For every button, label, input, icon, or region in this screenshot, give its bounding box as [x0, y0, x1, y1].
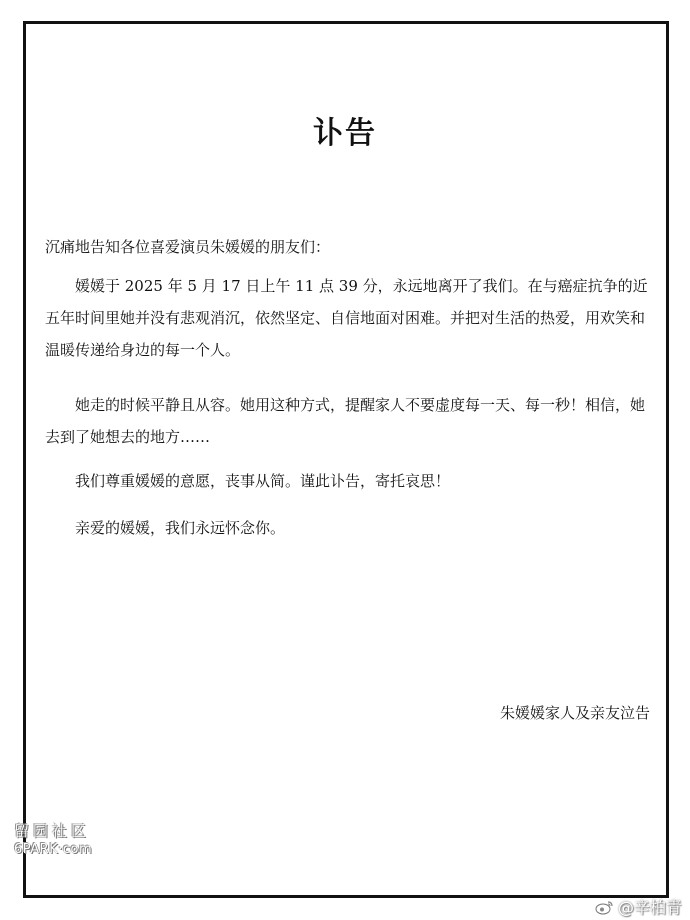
document-border: [23, 21, 669, 898]
paragraph-1: 媛媛于 2025 年 5 月 17 日上午 11 点 39 分，永远地离开了我们。在与癌症抗争的近五年时间里她并没有悲观消沉，依然坚定、自信地面对困难。并把对生活的热爱，用欢笑和温暖传递给身边的每一个人。: [45, 277, 648, 359]
document-title: 讣告: [313, 116, 377, 151]
site-watermark: [14, 820, 92, 857]
paragraph-3: 我们尊重媛媛的意愿，丧事从简。谨此讣告，寄托哀思！: [75, 472, 451, 490]
weibo-username: @辛柏青: [617, 898, 682, 917]
weibo-watermark: [595, 895, 682, 918]
paragraph-4: 亲爱的媛媛，我们永远怀念你。: [75, 519, 286, 537]
site-watermark-en: 6PARK·com: [14, 842, 93, 857]
signature: 朱媛媛家人及亲友泣告: [499, 704, 650, 722]
paragraph-2: 她走的时候平静且从容。她用这种方式，提醒家人不要虚度每一天、每一秒！相信，她去到了她想去的地方……: [45, 396, 646, 446]
greeting-line: 沉痛地告知各位喜爱演员朱媛媛的朋友们：: [45, 238, 331, 256]
site-watermark-cn: 留园社区: [14, 822, 91, 840]
weibo-icon: [595, 899, 615, 915]
